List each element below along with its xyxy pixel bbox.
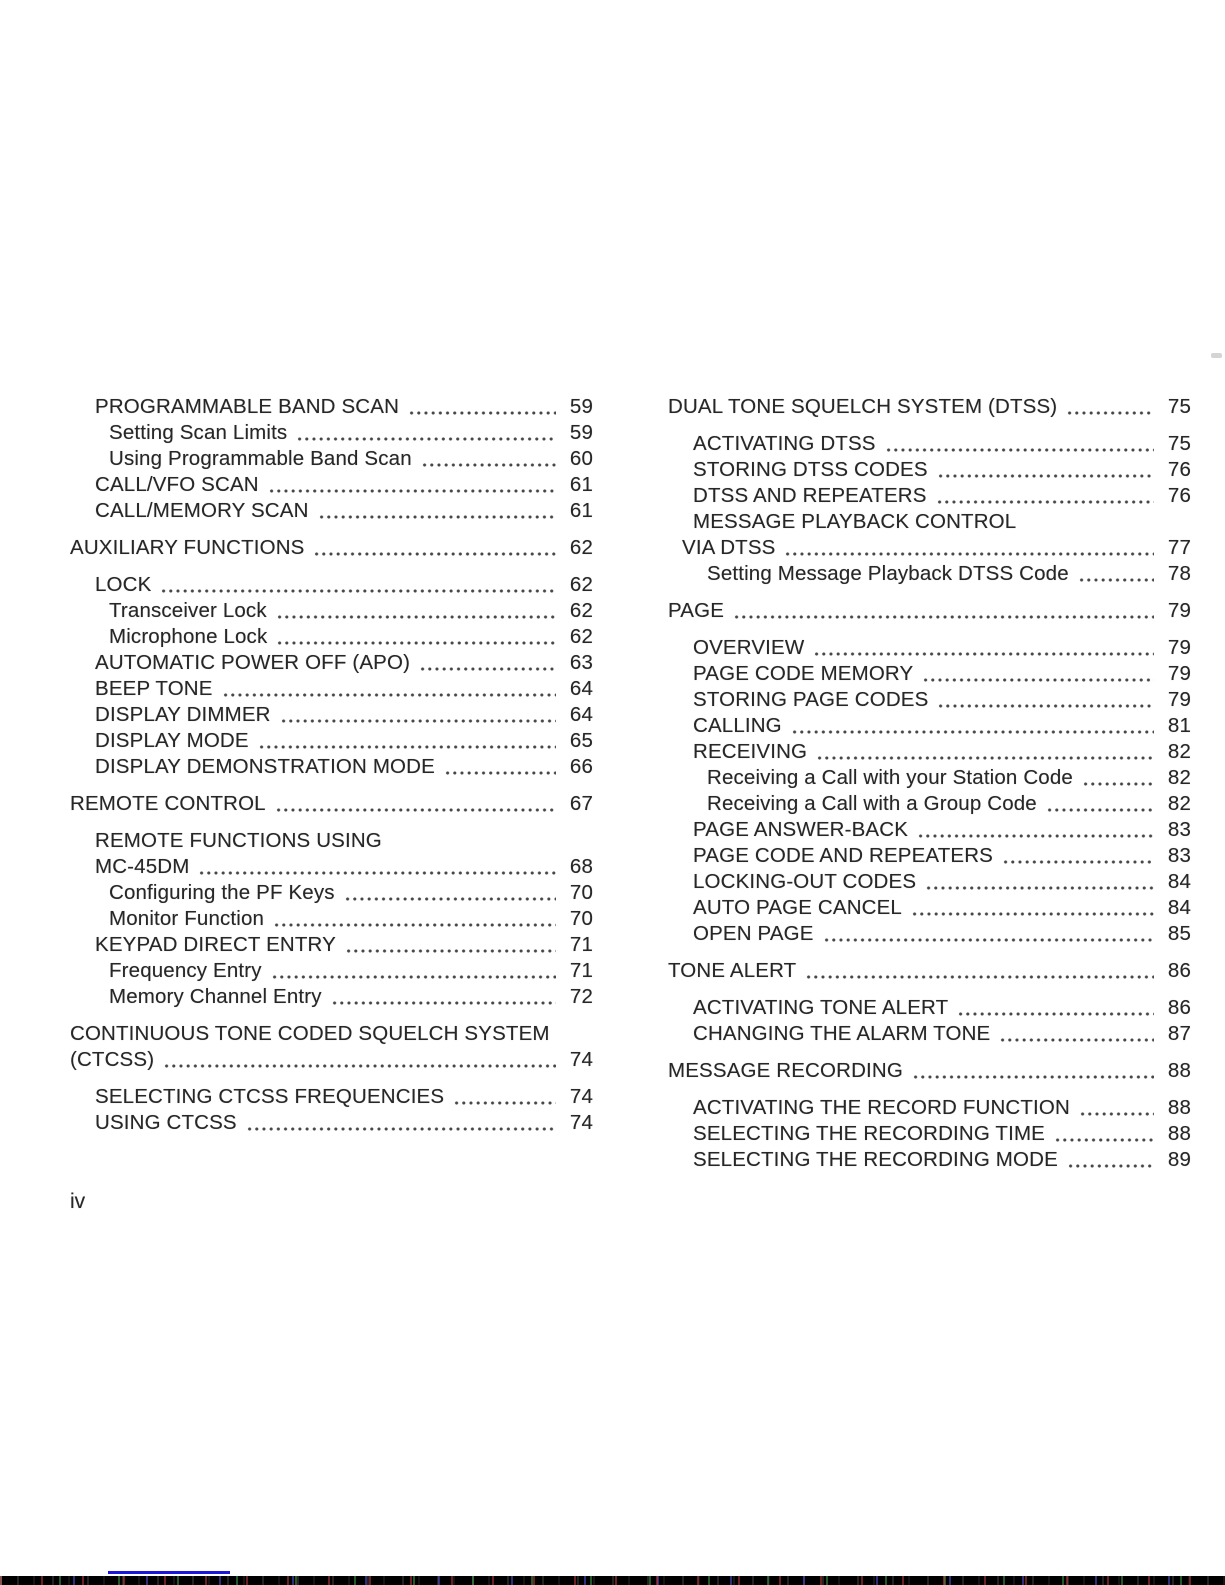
dot-leader bbox=[222, 692, 556, 698]
toc-entry-label: SELECTING THE RECORDING TIME bbox=[693, 1122, 1045, 1145]
toc-entry-page: 83 bbox=[1167, 818, 1191, 841]
toc-entry bbox=[70, 1110, 593, 1136]
toc-entry-label: BEEP TONE bbox=[95, 677, 213, 700]
dot-leader bbox=[280, 718, 556, 724]
toc-entry-label: DISPLAY DEMONSTRATION MODE bbox=[95, 755, 435, 778]
toc-entry-page: 89 bbox=[1167, 1148, 1191, 1171]
toc-entry-page: 71 bbox=[569, 933, 593, 956]
toc-entry-label: SELECTING CTCSS FREQUENCIES bbox=[95, 1085, 445, 1108]
toc-entry bbox=[668, 895, 1191, 921]
toc-entry bbox=[668, 661, 1191, 687]
toc-entry-label: VIA DTSS bbox=[682, 536, 776, 559]
toc-entry-label: ACTIVATING TONE ALERT bbox=[693, 996, 949, 1019]
dot-leader bbox=[936, 499, 1154, 505]
toc-entry-label: Memory Channel Entry bbox=[109, 985, 322, 1008]
dot-leader bbox=[268, 488, 556, 494]
dot-leader bbox=[922, 677, 1154, 683]
toc-entry bbox=[70, 932, 593, 958]
toc-entry-label: TONE ALERT bbox=[668, 959, 797, 982]
toc-entry bbox=[70, 1047, 593, 1073]
dot-leader bbox=[271, 974, 556, 980]
toc-entry-label: Microphone Lock bbox=[109, 625, 268, 648]
toc-entry bbox=[70, 650, 593, 676]
toc-entry bbox=[70, 676, 593, 702]
dot-leader bbox=[1002, 859, 1154, 865]
dot-leader bbox=[784, 551, 1154, 557]
toc-entry-page: 76 bbox=[1167, 458, 1191, 481]
dot-leader bbox=[275, 807, 556, 813]
toc-entry-page: 88 bbox=[1167, 1096, 1191, 1119]
toc-entry-page: 82 bbox=[1167, 766, 1191, 789]
toc-entry-page: 71 bbox=[569, 959, 593, 982]
toc-entry bbox=[70, 472, 593, 498]
dot-leader bbox=[1078, 577, 1154, 583]
toc-entry bbox=[668, 483, 1191, 509]
dot-leader bbox=[421, 462, 556, 468]
toc-entry bbox=[70, 420, 593, 446]
toc-entry-label: KEYPAD DIRECT ENTRY bbox=[95, 933, 336, 956]
toc-entry-page: 79 bbox=[1167, 662, 1191, 685]
toc-entry bbox=[668, 1021, 1191, 1047]
toc-entry-page: 81 bbox=[1167, 714, 1191, 737]
toc-entry-label: AUTOMATIC POWER OFF (APO) bbox=[95, 651, 411, 674]
dot-leader bbox=[419, 666, 556, 672]
toc-entry-label: CALLING bbox=[693, 714, 782, 737]
toc-entry-page: 87 bbox=[1167, 1022, 1191, 1045]
toc-entry-label: PAGE ANSWER-BACK bbox=[693, 818, 909, 841]
toc-entry bbox=[70, 984, 593, 1010]
toc-entry-label: DUAL TONE SQUELCH SYSTEM (DTSS) bbox=[668, 395, 1058, 418]
dot-leader bbox=[276, 614, 556, 620]
toc-entry-page: 79 bbox=[1167, 688, 1191, 711]
toc-entry bbox=[70, 572, 593, 598]
toc-entry-page: 72 bbox=[569, 985, 593, 1008]
dot-leader bbox=[999, 1037, 1154, 1043]
toc-entry-page: 88 bbox=[1167, 1059, 1191, 1082]
toc-entry-page: 60 bbox=[569, 447, 593, 470]
toc-entry-page: 85 bbox=[1167, 922, 1191, 945]
dot-leader bbox=[408, 410, 556, 416]
dot-leader bbox=[937, 703, 1154, 709]
toc-entry-page: 74 bbox=[569, 1085, 593, 1108]
toc-entry bbox=[668, 1147, 1191, 1173]
toc-entry bbox=[668, 394, 1191, 420]
scan-artifact-edge-mark bbox=[1211, 353, 1222, 358]
toc-entry bbox=[668, 431, 1191, 457]
dot-leader bbox=[925, 885, 1154, 891]
toc-entry bbox=[668, 995, 1191, 1021]
dot-leader bbox=[198, 870, 556, 876]
toc-entry-label: DTSS AND REPEATERS bbox=[693, 484, 927, 507]
toc-entry-page: 76 bbox=[1167, 484, 1191, 507]
toc-entry bbox=[70, 906, 593, 932]
toc-entry-page: 82 bbox=[1167, 740, 1191, 763]
toc-entry-label: PROGRAMMABLE BAND SCAN bbox=[95, 395, 400, 418]
toc-entry-label: (CTCSS) bbox=[70, 1048, 155, 1071]
toc-entry bbox=[668, 561, 1191, 587]
toc-entry bbox=[668, 457, 1191, 483]
toc-entry-page: 75 bbox=[1167, 432, 1191, 455]
toc-entry-label: PAGE CODE AND REPEATERS bbox=[693, 844, 994, 867]
toc-entry-page: 83 bbox=[1167, 844, 1191, 867]
toc-entry bbox=[70, 854, 593, 880]
toc-entry-page: 65 bbox=[569, 729, 593, 752]
toc-entry bbox=[668, 713, 1191, 739]
toc-entry-label: DISPLAY DIMMER bbox=[95, 703, 271, 726]
toc-entry bbox=[70, 498, 593, 524]
page-number: iv bbox=[70, 1190, 86, 1213]
toc-entry bbox=[70, 828, 593, 854]
dot-leader bbox=[911, 911, 1154, 917]
toc-entry bbox=[70, 394, 593, 420]
toc-entry-page: 88 bbox=[1167, 1122, 1191, 1145]
toc-entry bbox=[668, 535, 1191, 561]
dot-leader bbox=[246, 1126, 556, 1132]
toc-entry-page: 66 bbox=[569, 755, 593, 778]
dot-leader bbox=[331, 1000, 556, 1006]
toc-entry bbox=[70, 728, 593, 754]
toc-entry-label: Frequency Entry bbox=[109, 959, 262, 982]
toc-entry bbox=[668, 635, 1191, 661]
toc-entry bbox=[70, 791, 593, 817]
dot-leader bbox=[791, 729, 1154, 735]
toc-entry-page: 62 bbox=[569, 573, 593, 596]
dot-leader bbox=[453, 1100, 556, 1106]
toc-entry-page: 59 bbox=[569, 395, 593, 418]
toc-entry bbox=[70, 1084, 593, 1110]
toc-entry bbox=[70, 958, 593, 984]
toc-entry-label: MC-45DM bbox=[95, 855, 190, 878]
toc-entry bbox=[70, 624, 593, 650]
toc-entry-label: Receiving a Call with a Group Code bbox=[707, 792, 1037, 815]
toc-entry-label: OVERVIEW bbox=[693, 636, 805, 659]
dot-leader bbox=[318, 514, 556, 520]
dot-leader bbox=[1079, 1111, 1154, 1117]
toc-entry-page: 79 bbox=[1167, 599, 1191, 622]
dot-leader bbox=[163, 1063, 556, 1069]
dot-leader bbox=[912, 1074, 1154, 1080]
toc-entry bbox=[668, 1095, 1191, 1121]
toc-column-left bbox=[70, 394, 593, 1136]
dot-leader bbox=[823, 937, 1154, 943]
dot-leader bbox=[1067, 1163, 1154, 1169]
toc-entry bbox=[70, 702, 593, 728]
toc-entry bbox=[70, 446, 593, 472]
dot-leader bbox=[885, 447, 1154, 453]
toc-entry bbox=[668, 687, 1191, 713]
toc-entry-label: USING CTCSS bbox=[95, 1111, 237, 1134]
dot-leader bbox=[1046, 807, 1154, 813]
dot-leader bbox=[345, 948, 556, 954]
toc-entry-page: 67 bbox=[569, 792, 593, 815]
toc-entry-label: CHANGING THE ALARM TONE bbox=[693, 1022, 991, 1045]
toc-entry-label: PAGE CODE MEMORY bbox=[693, 662, 914, 685]
toc-entry bbox=[668, 817, 1191, 843]
dot-leader bbox=[344, 896, 556, 902]
toc-entry bbox=[668, 1121, 1191, 1147]
toc-entry-label: DISPLAY MODE bbox=[95, 729, 249, 752]
toc-entry-label: Setting Message Playback DTSS Code bbox=[707, 562, 1069, 585]
toc-entry-page: 84 bbox=[1167, 870, 1191, 893]
toc-entry bbox=[668, 598, 1191, 624]
dot-leader bbox=[273, 922, 556, 928]
toc-entry-label: ACTIVATING DTSS bbox=[693, 432, 876, 455]
toc-entry-label: MESSAGE PLAYBACK CONTROL bbox=[693, 510, 1017, 533]
scan-artifact-bottom-strip bbox=[0, 1576, 1225, 1585]
toc-entry bbox=[668, 1058, 1191, 1084]
toc-entry-page: 86 bbox=[1167, 996, 1191, 1019]
toc-entry-page: 78 bbox=[1167, 562, 1191, 585]
toc-entry-label: RECEIVING bbox=[693, 740, 808, 763]
toc-entry bbox=[668, 843, 1191, 869]
toc-entry-page: 63 bbox=[569, 651, 593, 674]
toc-entry bbox=[70, 535, 593, 561]
toc-entry bbox=[668, 791, 1191, 817]
toc-entry-label: OPEN PAGE bbox=[693, 922, 814, 945]
toc-entry-page: 61 bbox=[569, 473, 593, 496]
toc-entry-label: LOCK bbox=[95, 573, 152, 596]
toc-entry-label: AUXILIARY FUNCTIONS bbox=[70, 536, 305, 559]
dot-leader bbox=[957, 1011, 1154, 1017]
toc-entry-page: 64 bbox=[569, 677, 593, 700]
dot-leader bbox=[160, 588, 556, 594]
dot-leader bbox=[937, 473, 1154, 479]
dot-leader bbox=[733, 614, 1154, 620]
toc-entry-label: Using Programmable Band Scan bbox=[109, 447, 412, 470]
toc-entry bbox=[70, 880, 593, 906]
toc-entry bbox=[70, 598, 593, 624]
scan-artifact-blue-line bbox=[108, 1571, 230, 1574]
toc-entry bbox=[668, 958, 1191, 984]
toc-entry-label: CONTINUOUS TONE CODED SQUELCH SYSTEM bbox=[70, 1022, 550, 1045]
toc-entry-label: Receiving a Call with your Station Code bbox=[707, 766, 1073, 789]
toc-entry-label: Configuring the PF Keys bbox=[109, 881, 335, 904]
toc-entry-label: Setting Scan Limits bbox=[109, 421, 288, 444]
toc-entry-label: ACTIVATING THE RECORD FUNCTION bbox=[693, 1096, 1070, 1119]
toc-entry bbox=[668, 765, 1191, 791]
toc-entry-page: 74 bbox=[569, 1111, 593, 1134]
dot-leader bbox=[276, 640, 556, 646]
dot-leader bbox=[917, 833, 1154, 839]
toc-entry-label: MESSAGE RECORDING bbox=[668, 1059, 903, 1082]
toc-entry-page: 62 bbox=[569, 625, 593, 648]
toc-entry-label: REMOTE FUNCTIONS USING bbox=[95, 829, 382, 852]
toc-entry-page: 79 bbox=[1167, 636, 1191, 659]
toc-column-right bbox=[668, 394, 1191, 1173]
dot-leader bbox=[1066, 410, 1154, 416]
toc-entry-label: PAGE bbox=[668, 599, 725, 622]
toc-entry-page: 62 bbox=[569, 536, 593, 559]
toc-entry bbox=[70, 1021, 593, 1047]
toc-entry bbox=[668, 869, 1191, 895]
toc-entry-page: 61 bbox=[569, 499, 593, 522]
toc-entry-page: 86 bbox=[1167, 959, 1191, 982]
toc-entry bbox=[668, 739, 1191, 765]
dot-leader bbox=[444, 770, 556, 776]
dot-leader bbox=[296, 436, 556, 442]
dot-leader bbox=[805, 974, 1154, 980]
toc-entry-label: SELECTING THE RECORDING MODE bbox=[693, 1148, 1058, 1171]
toc-entry-label: LOCKING-OUT CODES bbox=[693, 870, 917, 893]
toc-entry-label: REMOTE CONTROL bbox=[70, 792, 266, 815]
dot-leader bbox=[258, 744, 556, 750]
toc-entry bbox=[70, 754, 593, 780]
toc-entry-label: AUTO PAGE CANCEL bbox=[693, 896, 902, 919]
dot-leader bbox=[313, 551, 556, 557]
toc-entry-page: 70 bbox=[569, 907, 593, 930]
toc-entry-page: 82 bbox=[1167, 792, 1191, 815]
toc-entry-label: Transceiver Lock bbox=[109, 599, 267, 622]
toc-entry-page: 68 bbox=[569, 855, 593, 878]
toc-entry-label: STORING PAGE CODES bbox=[693, 688, 929, 711]
dot-leader bbox=[816, 755, 1154, 761]
toc-entry-label: Monitor Function bbox=[109, 907, 265, 930]
toc-entry-page: 75 bbox=[1167, 395, 1191, 418]
dot-leader bbox=[1082, 781, 1154, 787]
toc-entry-page: 77 bbox=[1167, 536, 1191, 559]
toc-entry-page: 74 bbox=[569, 1048, 593, 1071]
toc-entry-label: CALL/MEMORY SCAN bbox=[95, 499, 309, 522]
toc-entry-label: STORING DTSS CODES bbox=[693, 458, 928, 481]
toc-entry-label: CALL/VFO SCAN bbox=[95, 473, 259, 496]
dot-leader bbox=[1054, 1137, 1154, 1143]
toc-entry-page: 70 bbox=[569, 881, 593, 904]
toc-entry-page: 84 bbox=[1167, 896, 1191, 919]
toc-entry bbox=[668, 921, 1191, 947]
toc-entry-page: 64 bbox=[569, 703, 593, 726]
toc-entry-page: 62 bbox=[569, 599, 593, 622]
dot-leader bbox=[813, 651, 1154, 657]
toc-entry-page: 59 bbox=[569, 421, 593, 444]
toc-entry bbox=[668, 509, 1191, 535]
